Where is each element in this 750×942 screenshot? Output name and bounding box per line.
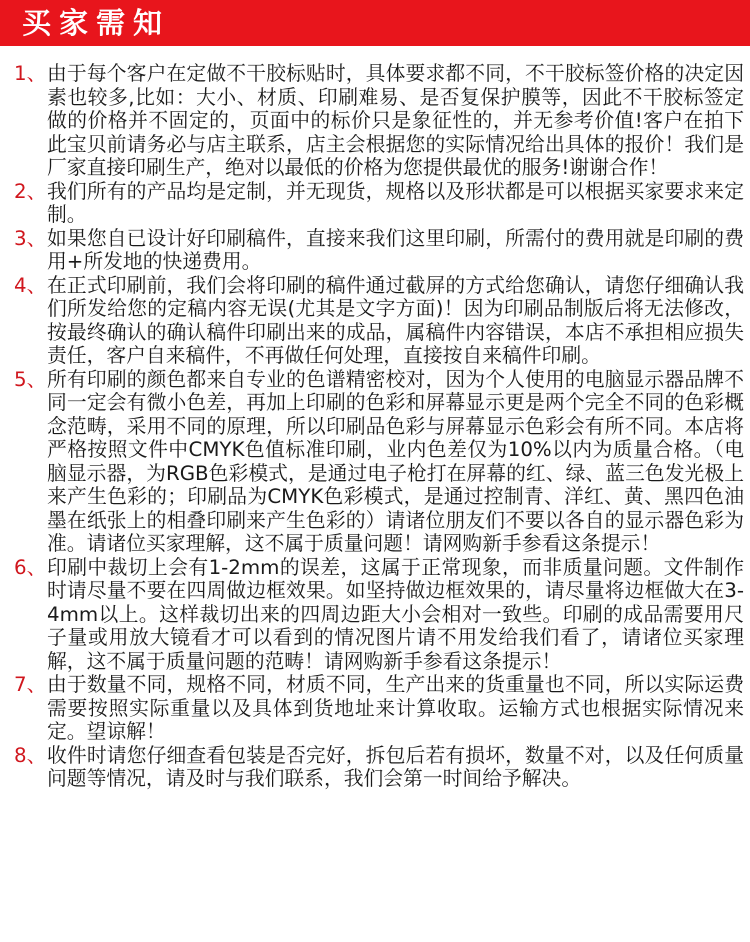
notice-text: 收件时请您仔细查看包装是否完好，拆包后若有损坏，数量不对，以及任何质量问题等情况，请及时与我们联系，我们会第一时间给予解决。 [47, 743, 744, 790]
notice-item [14, 368, 744, 556]
notice-text: 由于数量不同，规格不同，材质不同，生产出来的货重量也不同，所以实际运费需要按照实际重量以及具体到货地址来计算收取。运输方式也根据实际情况来定。望谅解！ [47, 673, 744, 743]
notice-item [14, 673, 744, 744]
notice-item [14, 274, 744, 368]
notice-text: 印刷中裁切上会有1-2mm的误差，这属于正常现象，而非质量问题。文件制作时请尽量不要在四周做边框效果。如坚持做边框效果的，请尽量将边框做大在3-4mm以上。这样裁切出来的四周边距大小会相对一致些。印刷的成品需要用尺子量或用放大镜看才可以看到的情况图片请不用发给我们看了，请诸位买家理解，这不属于质量问题的范畴！请网购新手参看这条提示！ [47, 555, 744, 673]
notice-text: 由于每个客户在定做不干胶标贴时，具体要求都不同，不干胶标签价格的决定因素也较多,比如：大小、材质、印刷难易、是否复保护膜等，因此不干胶标签定做的价格并不固定的，页面中的标价只是象征性的，并无参考价值!客户在拍下此宝贝前请务必与店主联系，店主会根据您的实际情况给出具体的报价！我们是厂家直接印刷生产，绝对以最低的价格为您提供最优的服务!谢谢合作！ [47, 62, 744, 179]
notice-number: 7、 [14, 673, 47, 696]
notice-number: 5、 [14, 367, 47, 391]
notice-number: 1、 [14, 62, 47, 85]
notice-text: 我们所有的产品均是定制，并无现货，规格以及形状都是可以根据买家要求来定制。 [47, 179, 744, 226]
notice-text: 所有印刷的颜色都来自专业的色谱精密校对，因为个人使用的电脑显示器品牌不同一定会有微小色差，再加上印刷的色彩和屏幕显示更是两个完全不同的色彩概念范畴，采用不同的原理，所以印刷品色彩与屏幕显示色彩会有所不同。本店将严格按照文件中CMYK色值标准印刷，业内色差仅为10%以内为质量合格。（电脑显示器，为RGB色彩模式，是通过电子枪打在屏幕的红、绿、蓝三色发光极上来产生色彩的；印刷品为CMYK色彩模式，是通过控制青、洋红、黄、黑四色油墨在纸张上的相叠印刷来产生色彩的）请诸位朋友们不要以各自的显示器色彩为准。请诸位买家理解，这不属于质量问题！请网购新手参看这条提示！ [47, 367, 744, 555]
notice-text: 在正式印刷前，我们会将印刷的稿件通过截屏的方式给您确认，请您仔细确认我们所发给您的定稿内容无误(尤其是文字方面)！因为印刷品制版后将无法修改，按最终确认的确认稿件印刷出来的成品，属稿件内容错误，本店不承担相应损失责任，客户自来稿件，不再做任何处理，直接按自来稿件印刷。 [47, 273, 744, 367]
header-bar [0, 0, 750, 46]
notice-number: 2、 [14, 179, 47, 203]
notice-item [14, 180, 744, 227]
notice-item [14, 62, 744, 180]
notice-number: 4、 [14, 273, 47, 297]
notice-number: 6、 [14, 555, 47, 579]
notice-number: 3、 [14, 226, 47, 250]
notice-number: 8、 [14, 743, 47, 767]
notice-list [14, 62, 744, 791]
page-title: 买家需知 [22, 6, 171, 40]
notice-item [14, 227, 744, 274]
notice-text: 如果您自已设计好印刷稿件，直接来我们这里印刷，所需付的费用就是印刷的费用+所发地的快递费用。 [47, 226, 744, 273]
notice-item [14, 744, 744, 791]
notice-item [14, 556, 744, 674]
